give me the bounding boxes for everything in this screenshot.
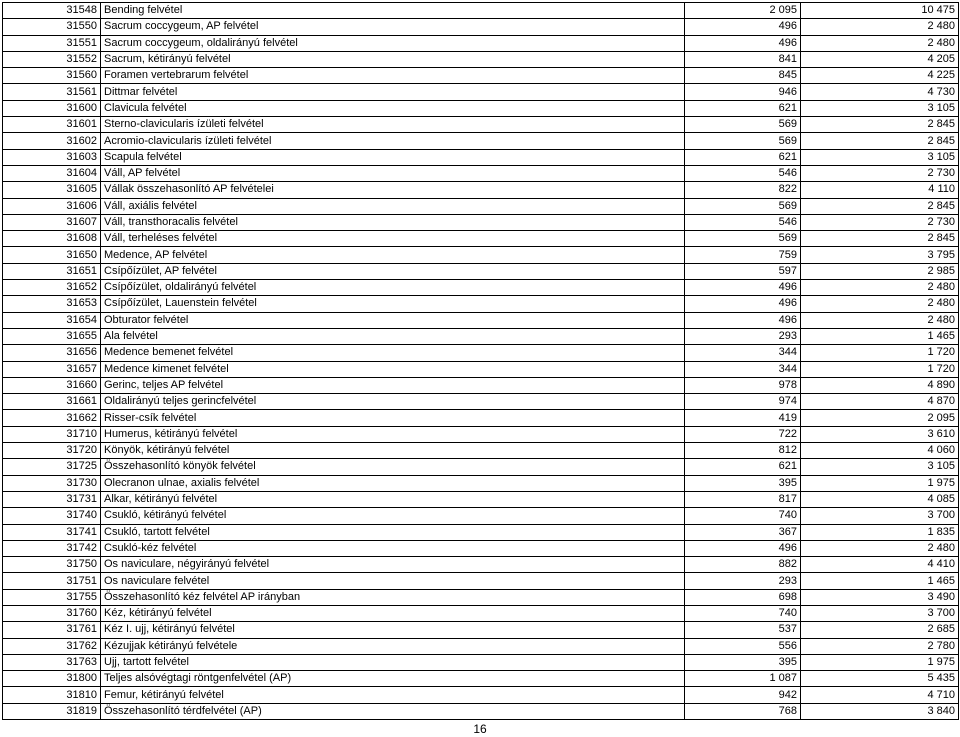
table-row [3, 410, 959, 426]
value-2-cell: 3 105 [801, 149, 959, 165]
value-1-cell: 496 [685, 280, 801, 296]
procedure-name-cell: Csukló-kéz felvétel [101, 540, 685, 556]
procedure-code-cell: 31662 [3, 410, 101, 426]
table-row [3, 84, 959, 100]
table-row [3, 280, 959, 296]
value-2-cell: 2 480 [801, 35, 959, 51]
procedure-name-cell: Csípőízület, Lauenstein felvétel [101, 296, 685, 312]
value-1-cell: 2 095 [685, 3, 801, 19]
procedure-code-cell: 31550 [3, 19, 101, 35]
procedure-name-cell: Humerus, kétirányú felvétel [101, 426, 685, 442]
procedure-code-cell: 31800 [3, 671, 101, 687]
procedure-code-cell: 31552 [3, 51, 101, 67]
value-1-cell: 817 [685, 491, 801, 507]
procedure-name-cell: Oldalirányú teljes gerincfelvétel [101, 394, 685, 410]
procedure-name-cell: Sacrum, kétirányú felvétel [101, 51, 685, 67]
procedure-name-cell: Könyök, kétirányú felvétel [101, 443, 685, 459]
value-1-cell: 882 [685, 557, 801, 573]
value-1-cell: 496 [685, 540, 801, 556]
value-2-cell: 2 780 [801, 638, 959, 654]
value-2-cell: 4 410 [801, 557, 959, 573]
procedure-code-cell: 31652 [3, 280, 101, 296]
procedure-name-cell: Os naviculare felvétel [101, 573, 685, 589]
value-1-cell: 812 [685, 443, 801, 459]
table-row [3, 198, 959, 214]
value-2-cell: 1 465 [801, 328, 959, 344]
table-row [3, 622, 959, 638]
table-row [3, 165, 959, 181]
value-2-cell: 4 110 [801, 182, 959, 198]
procedure-code-cell: 31751 [3, 573, 101, 589]
procedure-name-cell: Csípőízület, AP felvétel [101, 263, 685, 279]
procedure-name-cell: Dittmar felvétel [101, 84, 685, 100]
value-2-cell: 4 085 [801, 491, 959, 507]
value-2-cell: 2 730 [801, 214, 959, 230]
procedure-code-cell: 31607 [3, 214, 101, 230]
table-row [3, 100, 959, 116]
value-2-cell: 10 475 [801, 3, 959, 19]
procedure-name-cell: Összehasonlító könyök felvétel [101, 459, 685, 475]
value-2-cell: 1 975 [801, 475, 959, 491]
value-2-cell: 2 845 [801, 117, 959, 133]
procedure-name-cell: Medence, AP felvétel [101, 247, 685, 263]
procedure-name-cell: Váll, terheléses felvétel [101, 231, 685, 247]
procedure-name-cell: Vállak összehasonlító AP felvételei [101, 182, 685, 198]
value-2-cell: 2 845 [801, 231, 959, 247]
value-2-cell: 4 870 [801, 394, 959, 410]
procedure-name-cell: Medence kimenet felvétel [101, 361, 685, 377]
table-row [3, 638, 959, 654]
value-1-cell: 822 [685, 182, 801, 198]
table-row [3, 328, 959, 344]
procedure-name-cell: Os naviculare, négyirányú felvétel [101, 557, 685, 573]
procedure-code-cell: 31661 [3, 394, 101, 410]
value-2-cell: 3 610 [801, 426, 959, 442]
procedure-code-cell: 31561 [3, 84, 101, 100]
value-1-cell: 946 [685, 84, 801, 100]
value-1-cell: 978 [685, 377, 801, 393]
value-1-cell: 496 [685, 312, 801, 328]
table-row [3, 312, 959, 328]
procedure-code-cell: 31601 [3, 117, 101, 133]
table-row [3, 589, 959, 605]
table-row [3, 3, 959, 19]
value-1-cell: 537 [685, 622, 801, 638]
procedure-code-cell: 31819 [3, 703, 101, 719]
procedure-table [2, 2, 959, 720]
procedure-name-cell: Foramen vertebrarum felvétel [101, 68, 685, 84]
value-2-cell: 3 490 [801, 589, 959, 605]
value-1-cell: 841 [685, 51, 801, 67]
table-row [3, 117, 959, 133]
value-2-cell: 4 890 [801, 377, 959, 393]
procedure-code-cell: 31551 [3, 35, 101, 51]
value-1-cell: 419 [685, 410, 801, 426]
table-row [3, 540, 959, 556]
procedure-code-cell: 31741 [3, 524, 101, 540]
procedure-name-cell: Scapula felvétel [101, 149, 685, 165]
procedure-name-cell: Clavicula felvétel [101, 100, 685, 116]
procedure-code-cell: 31763 [3, 654, 101, 670]
value-2-cell: 1 835 [801, 524, 959, 540]
value-1-cell: 740 [685, 508, 801, 524]
value-1-cell: 395 [685, 475, 801, 491]
procedure-code-cell: 31762 [3, 638, 101, 654]
procedure-name-cell: Sacrum coccygeum, oldalirányú felvétel [101, 35, 685, 51]
value-2-cell: 4 060 [801, 443, 959, 459]
table-row [3, 654, 959, 670]
procedure-name-cell: Gerinc, teljes AP felvétel [101, 377, 685, 393]
value-1-cell: 344 [685, 361, 801, 377]
table-row [3, 51, 959, 67]
value-2-cell: 1 975 [801, 654, 959, 670]
procedure-table-body [3, 3, 959, 720]
table-row [3, 68, 959, 84]
value-1-cell: 768 [685, 703, 801, 719]
value-1-cell: 496 [685, 35, 801, 51]
procedure-code-cell: 31720 [3, 443, 101, 459]
value-2-cell: 2 480 [801, 312, 959, 328]
value-1-cell: 621 [685, 149, 801, 165]
value-2-cell: 1 465 [801, 573, 959, 589]
table-row [3, 296, 959, 312]
table-row [3, 247, 959, 263]
value-1-cell: 569 [685, 117, 801, 133]
table-row [3, 557, 959, 573]
value-1-cell: 974 [685, 394, 801, 410]
value-1-cell: 496 [685, 296, 801, 312]
procedure-code-cell: 31603 [3, 149, 101, 165]
table-row [3, 394, 959, 410]
value-2-cell: 2 095 [801, 410, 959, 426]
procedure-code-cell: 31560 [3, 68, 101, 84]
procedure-code-cell: 31651 [3, 263, 101, 279]
table-row [3, 133, 959, 149]
procedure-code-cell: 31657 [3, 361, 101, 377]
procedure-code-cell: 31608 [3, 231, 101, 247]
procedure-name-cell: Obturator felvétel [101, 312, 685, 328]
value-2-cell: 3 105 [801, 100, 959, 116]
table-row [3, 263, 959, 279]
value-2-cell: 2 480 [801, 540, 959, 556]
table-row [3, 149, 959, 165]
table-row [3, 361, 959, 377]
table-row [3, 35, 959, 51]
value-2-cell: 2 730 [801, 165, 959, 181]
procedure-code-cell: 31761 [3, 622, 101, 638]
procedure-code-cell: 31740 [3, 508, 101, 524]
value-2-cell: 4 710 [801, 687, 959, 703]
value-2-cell: 2 985 [801, 263, 959, 279]
procedure-code-cell: 31742 [3, 540, 101, 556]
value-1-cell: 556 [685, 638, 801, 654]
procedure-name-cell: Csípőízület, oldalirányú felvétel [101, 280, 685, 296]
table-row [3, 671, 959, 687]
procedure-code-cell: 31760 [3, 605, 101, 621]
value-1-cell: 546 [685, 165, 801, 181]
value-1-cell: 621 [685, 100, 801, 116]
procedure-name-cell: Femur, kétirányú felvétel [101, 687, 685, 703]
value-2-cell: 3 700 [801, 605, 959, 621]
value-2-cell: 1 720 [801, 361, 959, 377]
procedure-code-cell: 31730 [3, 475, 101, 491]
table-row [3, 214, 959, 230]
page-number: 16 [473, 722, 487, 736]
procedure-name-cell: Acromio-clavicularis ízületi felvétel [101, 133, 685, 149]
value-1-cell: 597 [685, 263, 801, 279]
procedure-name-cell: Ujj, tartott felvétel [101, 654, 685, 670]
table-row [3, 475, 959, 491]
value-1-cell: 759 [685, 247, 801, 263]
table-row [3, 231, 959, 247]
procedure-code-cell: 31548 [3, 3, 101, 19]
value-1-cell: 569 [685, 198, 801, 214]
procedure-name-cell: Kéz I. ujj, kétirányú felvétel [101, 622, 685, 638]
table-row [3, 19, 959, 35]
procedure-code-cell: 31656 [3, 345, 101, 361]
table-row [3, 573, 959, 589]
procedure-name-cell: Ala felvétel [101, 328, 685, 344]
table-row [3, 345, 959, 361]
value-2-cell: 2 480 [801, 280, 959, 296]
procedure-code-cell: 31725 [3, 459, 101, 475]
procedure-code-cell: 31650 [3, 247, 101, 263]
value-1-cell: 698 [685, 589, 801, 605]
procedure-code-cell: 31602 [3, 133, 101, 149]
procedure-name-cell: Medence bemenet felvétel [101, 345, 685, 361]
table-row [3, 703, 959, 719]
table-row [3, 443, 959, 459]
procedure-name-cell: Váll, axiális felvétel [101, 198, 685, 214]
value-2-cell: 5 435 [801, 671, 959, 687]
value-1-cell: 740 [685, 605, 801, 621]
procedure-code-cell: 31604 [3, 165, 101, 181]
value-2-cell: 3 795 [801, 247, 959, 263]
procedure-code-cell: 31600 [3, 100, 101, 116]
value-2-cell: 2 480 [801, 296, 959, 312]
procedure-name-cell: Összehasonlító kéz felvétel AP irányban [101, 589, 685, 605]
procedure-name-cell: Bending felvétel [101, 3, 685, 19]
procedure-code-cell: 31605 [3, 182, 101, 198]
procedure-code-cell: 31660 [3, 377, 101, 393]
value-2-cell: 3 105 [801, 459, 959, 475]
value-2-cell: 2 845 [801, 198, 959, 214]
value-1-cell: 569 [685, 133, 801, 149]
procedure-code-cell: 31655 [3, 328, 101, 344]
value-1-cell: 942 [685, 687, 801, 703]
value-2-cell: 1 720 [801, 345, 959, 361]
value-2-cell: 4 205 [801, 51, 959, 67]
value-1-cell: 293 [685, 328, 801, 344]
table-row [3, 687, 959, 703]
procedure-name-cell: Sterno-clavicularis ízületi felvétel [101, 117, 685, 133]
procedure-name-cell: Teljes alsóvégtagi röntgenfelvétel (AP) [101, 671, 685, 687]
procedure-name-cell: Alkar, kétirányú felvétel [101, 491, 685, 507]
procedure-code-cell: 31750 [3, 557, 101, 573]
procedure-name-cell: Sacrum coccygeum, AP felvétel [101, 19, 685, 35]
value-1-cell: 293 [685, 573, 801, 589]
value-1-cell: 845 [685, 68, 801, 84]
value-2-cell: 3 840 [801, 703, 959, 719]
table-row [3, 459, 959, 475]
procedure-name-cell: Risser-csík felvétel [101, 410, 685, 426]
table-row [3, 491, 959, 507]
table-row [3, 426, 959, 442]
procedure-name-cell: Kéz, kétirányú felvétel [101, 605, 685, 621]
procedure-name-cell: Kézujjak kétirányú felvétele [101, 638, 685, 654]
table-row [3, 508, 959, 524]
value-1-cell: 395 [685, 654, 801, 670]
procedure-code-cell: 31755 [3, 589, 101, 605]
value-2-cell: 4 730 [801, 84, 959, 100]
value-1-cell: 621 [685, 459, 801, 475]
procedure-code-cell: 31653 [3, 296, 101, 312]
procedure-name-cell: Csukló, tartott felvétel [101, 524, 685, 540]
value-1-cell: 496 [685, 19, 801, 35]
value-2-cell: 2 845 [801, 133, 959, 149]
procedure-code-cell: 31731 [3, 491, 101, 507]
value-2-cell: 2 685 [801, 622, 959, 638]
table-row [3, 182, 959, 198]
value-1-cell: 722 [685, 426, 801, 442]
value-1-cell: 569 [685, 231, 801, 247]
value-2-cell: 3 700 [801, 508, 959, 524]
value-1-cell: 546 [685, 214, 801, 230]
value-2-cell: 2 480 [801, 19, 959, 35]
value-1-cell: 367 [685, 524, 801, 540]
procedure-name-cell: Összehasonlító térdfelvétel (AP) [101, 703, 685, 719]
table-row [3, 524, 959, 540]
procedure-code-cell: 31606 [3, 198, 101, 214]
table-row [3, 605, 959, 621]
value-1-cell: 344 [685, 345, 801, 361]
procedure-code-cell: 31654 [3, 312, 101, 328]
procedure-name-cell: Váll, transthoracalis felvétel [101, 214, 685, 230]
procedure-name-cell: Csukló, kétirányú felvétel [101, 508, 685, 524]
value-1-cell: 1 087 [685, 671, 801, 687]
procedure-name-cell: Váll, AP felvétel [101, 165, 685, 181]
procedure-name-cell: Olecranon ulnae, axialis felvétel [101, 475, 685, 491]
table-row [3, 377, 959, 393]
procedure-code-cell: 31810 [3, 687, 101, 703]
procedure-code-cell: 31710 [3, 426, 101, 442]
value-2-cell: 4 225 [801, 68, 959, 84]
